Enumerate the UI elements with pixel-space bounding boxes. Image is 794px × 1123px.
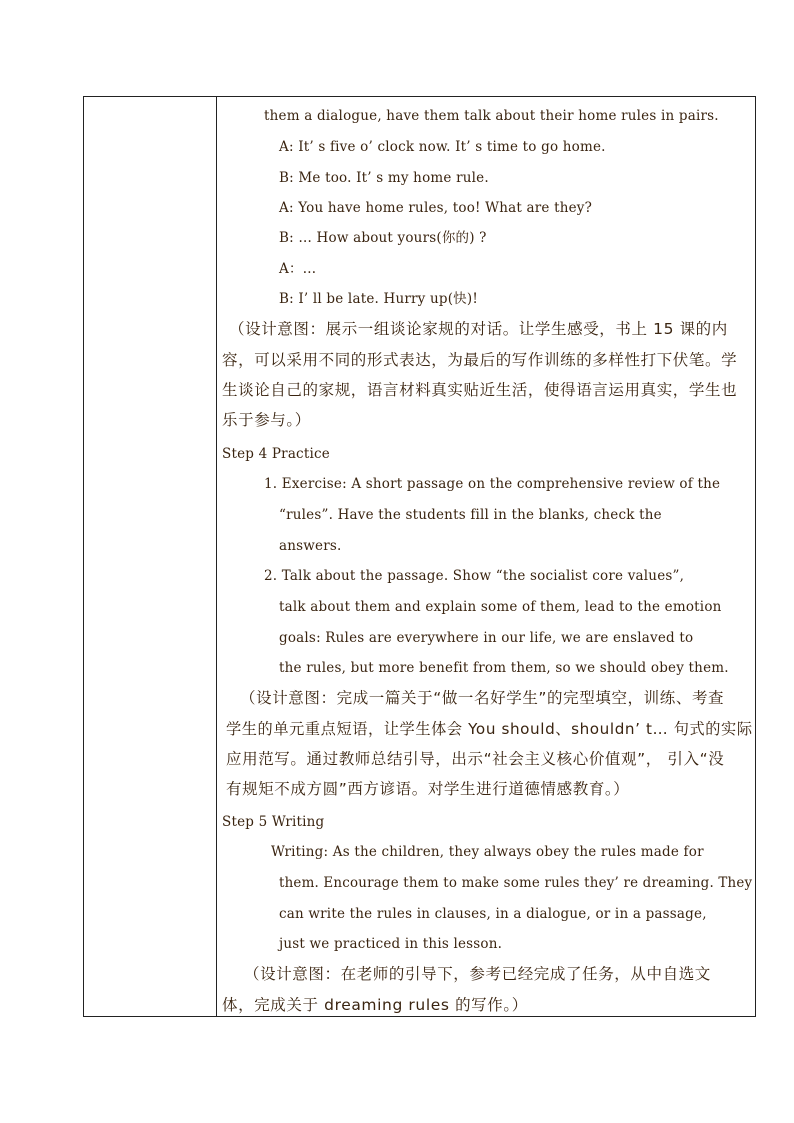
column-divider [216, 96, 217, 1017]
step4-item2-line: talk about them and explain some of them, lead to the emotion [279, 599, 722, 615]
step5-body-line: just we practiced in this lesson. [279, 936, 503, 952]
step4-title: Step 4 Practice [222, 446, 330, 462]
step4-item2-line: 2. Talk about the passage. Show “the socialist core values”, [264, 568, 685, 584]
design-note-line: （设计意图：在老师的引导下，参考已经完成了任务，从中自选文 [244, 965, 711, 983]
step4-item2-line: the rules, but more benefit from them, so we should obey them. [279, 660, 729, 676]
step5-title: Step 5 Writing [222, 814, 325, 830]
design-note-line: 体，完成关于 dreaming rules 的写作。） [222, 996, 528, 1014]
step5-body-line: can write the rules in clauses, in a dialogue, or in a passage, [279, 906, 707, 922]
dialogue-intro: them a dialogue, have them talk about their home rules in pairs. [264, 108, 719, 124]
design-note-line: 学生的单元重点短语，让学生体会 You should、shouldn’ t… 句式的实际 [226, 720, 753, 738]
step5-body-line: Writing: As the children, they always obey the rules made for [271, 844, 704, 860]
dialogue-line: A: It’ s five o’ clock now. It’ s time to go home. [279, 139, 606, 155]
dialogue-line: B: I’ ll be late. Hurry up(快)! [279, 291, 478, 307]
step4-item1-line: “rules”. Have the students fill in the blanks, check the [279, 507, 662, 523]
step5-body-line: them. Encourage them to make some rules they’ re dreaming. They [279, 875, 753, 891]
design-note-line: 乐于参与。） [222, 411, 311, 429]
design-note-line: 生谈论自己的家规，语言材料真实贴近生活，使得语言运用真实，学生也 [222, 381, 738, 399]
design-note-line: 应用范写。通过教师总结引导，出示“社会主义核心价值观”， 引入“没 [226, 750, 725, 768]
step4-item1-line: answers. [279, 538, 342, 554]
dialogue-line: A：… [279, 261, 317, 277]
design-note-line: 有规矩不成方圆”西方谚语。对学生进行道德情感教育。） [226, 780, 630, 798]
design-note-line: （设计意图：完成一篇关于“做一名好学生”的完型填空，训练、考查 [240, 689, 725, 707]
step4-item2-line: goals: Rules are everywhere in our life, we are enslaved to [279, 630, 694, 646]
design-note-line: （设计意图：展示一组谈论家规的对话。让学生感受，书上 15 课的内 [229, 320, 728, 338]
dialogue-line: B: Me too. It’ s my home rule. [279, 170, 489, 186]
dialogue-line: B: … How about yours(你的) ? [279, 230, 487, 246]
dialogue-line: A: You have home rules, too! What are they? [279, 200, 593, 216]
design-note-line: 容，可以采用不同的形式表达，为最后的写作训练的多样性打下伏笔。学 [222, 351, 738, 369]
step4-item1-line: 1. Exercise: A short passage on the comprehensive review of the [264, 476, 721, 492]
